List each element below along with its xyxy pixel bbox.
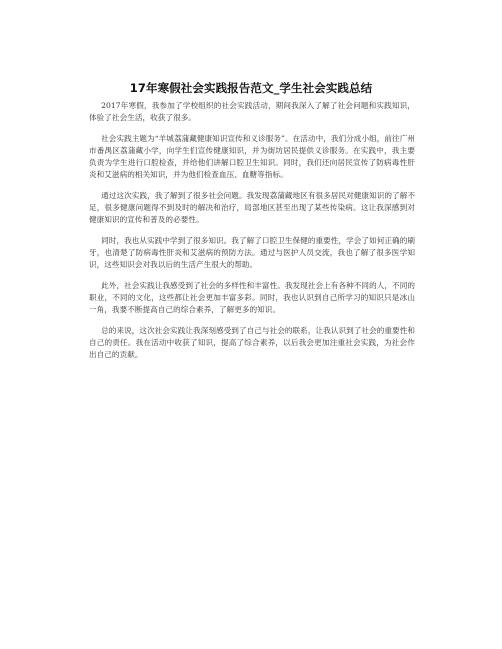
paragraph-2: 社会实践主题为“羊城荔蒲藏健康知识宣传和义诊服务”。在活动中，我们分成小组，前往广州市番禺区荔蒲藏小学，向学生们宣传健康知识，并为街坊居民提供义诊服务。在实践中，我主要负责为学生进行口腔检查，并给他们讲解口腔卫生知识。同时，我们还向居民宣传了防病毒性肝炎和艾滋病的相关知识，并为他们检查血压、血糖等指标。 <box>89 134 415 179</box>
paragraph-4: 同时，我也从实践中学到了很多知识。我了解了口腔卫生保健的重要性，学会了如何正确的刷牙，也清楚了防病毒性肝炎和艾滋病的预防方法。通过与医护人员交流，我也了解了很多医学知识，这些知识会对我以后的生活产生很大的帮助。 <box>89 236 415 269</box>
paragraph-6: 总的来说，这次社会实践让我深刻感受到了自己与社会的联系，让我认识到了社会的重要性和自己的责任。我在活动中收获了知识，提高了综合素养，以后我会更加注重社会实践，为社会作出自己的贡献。 <box>89 326 415 359</box>
document-title: 17年寒假社会实践报告范文_学生社会实践总结 <box>129 81 373 95</box>
document-body <box>89 100 415 370</box>
paragraph-5: 此外，社会实践让我感受到了社会的多样性和丰富性。我发现社会上有各种不同的人，不同的职业，不同的文化，这些都让社会更加丰富多彩。同时，我也认识到自己所学习的知识只是冰山一角，我要不断提高自己的综合素养，了解更多的知识。 <box>89 281 415 314</box>
paragraph-3: 通过这次实践，我了解到了很多社会问题。我发现荔蒲藏地区有很多居民对健康知识的了解不足，很多健康问题得不到及时的解决和治疗，局部地区甚至出现了某些传染病。这让我深感到对健康知识的宣传和普及的必要性。 <box>89 191 415 224</box>
paragraph-1: 2017年寒假，我参加了学校组织的社会实践活动，期间我深入了解了社会问题和实践知识，体验了社会生活，收获了很多。 <box>89 101 415 122</box>
